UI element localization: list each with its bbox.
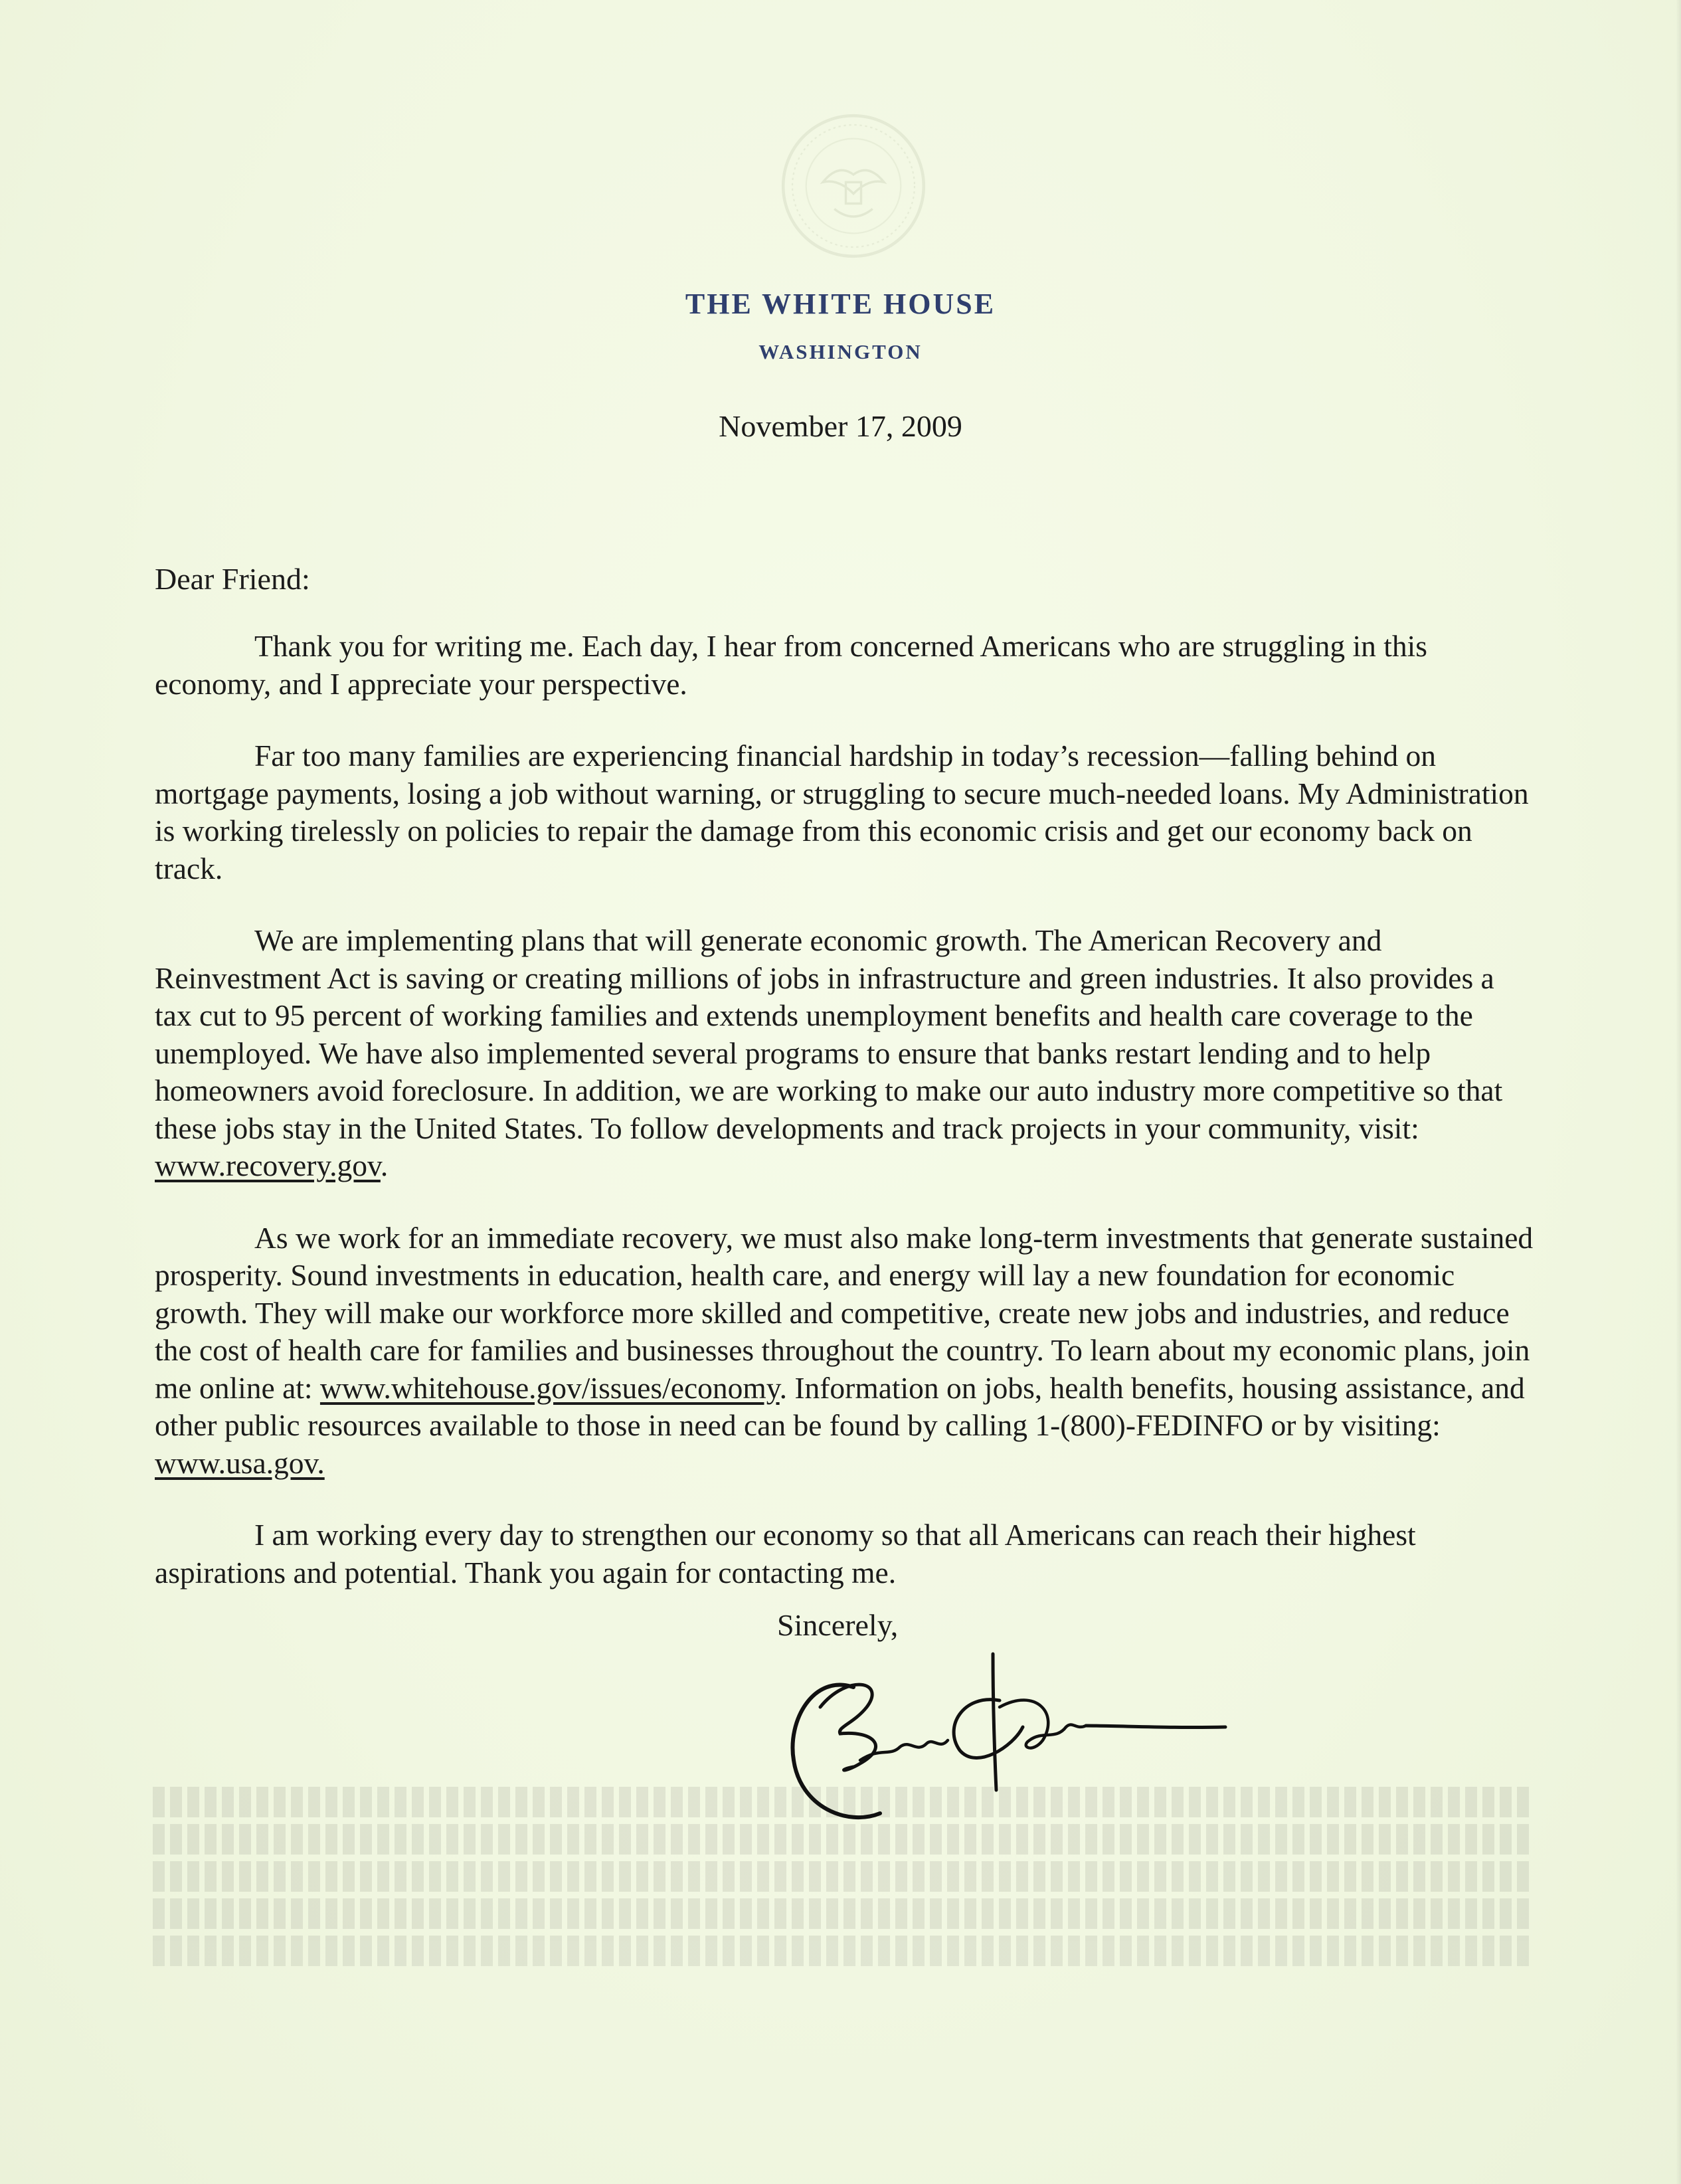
letterhead-city: WASHINGTON	[758, 340, 923, 363]
paragraph-text: We are implementing plans that will generate economic growth. The American Recovery and Reinvestment Act is saving or creating millions of jobs in infrastructure and green industries. It also provides a tax cut to 95 percent of working families and extends unemployment benefits and health care coverage to the unemployed. We have also implemented several programs to ensure that banks restart lending and to help homeowners avoid foreclosure. In addition, we are working to make our auto industry more competitive so that these jobs stay in the United States. To follow developments and track projects in your community, visit:	[155, 923, 1503, 1145]
usa-gov-link[interactable]: www.usa.gov.	[155, 1445, 325, 1480]
paragraph-1	[155, 628, 1536, 703]
page-edge	[1676, 0, 1681, 2184]
signature-icon	[774, 1647, 1239, 1847]
paragraph-text: . Information on jobs, health benefits, housing assistance, and other public resources available to those in need can be found by calling 1-(800)-FEDINFO or by visiting:	[155, 1370, 1525, 1442]
whitehouse-economy-link[interactable]: www.whitehouse.gov/issues/economy	[319, 1370, 780, 1405]
paragraph-3	[155, 922, 1536, 1185]
paragraph-text: Thank you for writing me. Each day, I hear from concerned Americans who are struggling in this economy, and I appreciate your perspective.	[155, 629, 1427, 701]
letter-date: November 17, 2009	[719, 409, 962, 443]
paragraph-4	[155, 1220, 1536, 1483]
letter-body	[155, 628, 1536, 1626]
paragraph-text: As we work for an immediate recovery, we must also make long-term investments that generate sustained prosperity. Sound investments in education, health care, and energy will lay a new foundation for economic growth. They will make our workforce more skilled and competitive, create new jobs and industries, and reduce the cost of health care for families and businesses throughout the country. To learn about my economic plans, join me online at:	[155, 1220, 1534, 1405]
paragraph-text: .	[380, 1148, 389, 1182]
presidential-seal-icon	[777, 110, 930, 262]
paragraph-5	[155, 1516, 1536, 1592]
paragraph-text: Far too many families are experiencing financial hardship in today’s recession—falling behind on mortgage payments, losing a job without warning, or struggling to secure much-needed loans. My Administration is working tirelessly on policies to repair the damage from this economic crisis and get our economy back on track.	[155, 739, 1529, 885]
letterhead-title: THE WHITE HOUSE	[685, 288, 996, 320]
closing: Sincerely,	[777, 1608, 899, 1642]
paragraph-2	[155, 737, 1536, 887]
recovery-gov-link[interactable]: www.recovery.gov	[155, 1148, 381, 1182]
salutation: Dear Friend:	[155, 562, 310, 596]
paragraph-text: I am working every day to strengthen our economy so that all Americans can reach their highest aspirations and potential. Thank you again for contacting me.	[155, 1518, 1416, 1590]
